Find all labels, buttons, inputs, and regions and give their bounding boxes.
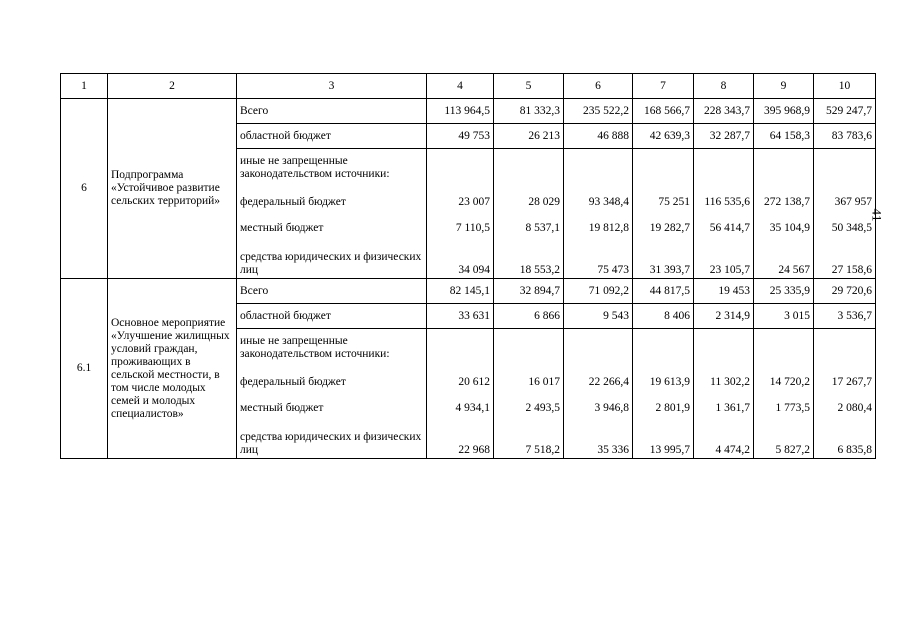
value-cell: 34 094 [458, 264, 490, 276]
value-cell: 16 017 [528, 375, 560, 388]
spacer [430, 329, 490, 369]
value-cell: 18 553,2 [519, 264, 560, 276]
value-cell: 26 213 [494, 124, 564, 149]
value-cell: 235 522,2 [564, 99, 633, 124]
source-label: Всего [237, 279, 427, 304]
value-cell: 17 267,7 [831, 375, 872, 388]
spacer [567, 329, 629, 369]
other-sources-cell [237, 329, 427, 459]
value-cell: 64 158,3 [754, 124, 814, 149]
source-label: средства юридических и физических лиц [240, 431, 422, 456]
value-cell: 395 968,9 [754, 99, 814, 124]
header-cell: 8 [694, 74, 754, 99]
header-cell: 6 [564, 74, 633, 99]
value-cell: 56 414,7 [709, 221, 750, 234]
value-cell: 19 453 [694, 279, 754, 304]
value-cell: 42 639,3 [633, 124, 694, 149]
value-stack-cell [754, 329, 814, 459]
page-number: 41 [869, 208, 885, 222]
spacer [636, 149, 690, 189]
spacer [817, 329, 872, 369]
value-cell: 367 957 [834, 195, 872, 208]
header-cell: 10 [814, 74, 876, 99]
value-cell: 75 473 [597, 264, 629, 276]
value-cell: 11 302,2 [710, 375, 750, 388]
value-cell: 31 393,7 [649, 264, 690, 276]
source-label: средства юридических и физических лиц [240, 251, 422, 276]
source-label: Всего [237, 99, 427, 124]
value-stack-cell [494, 329, 564, 459]
value-cell: 8 406 [633, 304, 694, 329]
value-cell: 4 474,2 [715, 444, 750, 456]
source-label: местный бюджет [240, 401, 324, 414]
value-cell: 1 773,5 [775, 401, 810, 414]
value-cell: 2 080,4 [837, 401, 872, 414]
value-cell: 49 753 [427, 124, 494, 149]
source-label: федеральный бюджет [240, 195, 346, 208]
value-cell: 228 343,7 [694, 99, 754, 124]
value-stack-cell [814, 149, 876, 279]
value-cell: 19 282,7 [649, 221, 690, 234]
value-cell: 19 613,9 [649, 375, 690, 388]
value-cell: 2 493,5 [525, 401, 560, 414]
value-stack-cell [564, 149, 633, 279]
budget-row [61, 99, 876, 124]
value-stack-cell [814, 329, 876, 459]
value-cell: 13 995,7 [649, 444, 690, 456]
value-cell: 32 894,7 [494, 279, 564, 304]
spacer [817, 149, 872, 189]
value-cell: 35 104,9 [769, 221, 810, 234]
value-stack-cell [694, 329, 754, 459]
value-stack-cell [494, 149, 564, 279]
value-cell: 32 287,7 [694, 124, 754, 149]
value-cell: 14 720,2 [769, 375, 810, 388]
value-cell: 23 007 [458, 195, 490, 208]
value-cell: 93 348,4 [588, 195, 629, 208]
section-name: Основное мероприятие «Улучшение жилищных условий граждан, проживающих в сельской местности, в том числе молодых семей и молодых специалистов» [108, 279, 237, 459]
value-cell: 272 138,7 [764, 195, 810, 208]
value-cell: 22 968 [458, 444, 490, 456]
header-cell: 5 [494, 74, 564, 99]
value-cell: 5 827,2 [775, 444, 810, 456]
value-cell: 3 015 [754, 304, 814, 329]
value-stack-cell [564, 329, 633, 459]
value-cell: 2 801,9 [655, 401, 690, 414]
value-cell: 75 251 [658, 195, 690, 208]
value-stack-cell [694, 149, 754, 279]
value-cell: 29 720,6 [814, 279, 876, 304]
value-cell: 168 566,7 [633, 99, 694, 124]
value-cell: 82 145,1 [427, 279, 494, 304]
value-cell: 116 535,6 [704, 195, 750, 208]
value-cell: 81 332,3 [494, 99, 564, 124]
value-cell: 28 029 [528, 195, 560, 208]
value-cell: 20 612 [458, 375, 490, 388]
spacer [636, 329, 690, 369]
spacer [757, 149, 810, 189]
value-cell: 7 518,2 [525, 444, 560, 456]
value-cell: 6 866 [494, 304, 564, 329]
value-cell: 25 335,9 [754, 279, 814, 304]
budget-table [60, 73, 876, 459]
other-sources-label: иные не запрещенные законодательством источники: [240, 335, 390, 360]
header-cell: 4 [427, 74, 494, 99]
spacer [757, 329, 810, 369]
section-name: Подпрограмма «Устойчивое развитие сельских территорий» [108, 99, 237, 279]
source-label: федеральный бюджет [240, 375, 346, 388]
value-cell: 35 336 [597, 444, 629, 456]
header-cell: 9 [754, 74, 814, 99]
value-cell: 4 934,1 [455, 401, 490, 414]
value-cell: 3 536,7 [814, 304, 876, 329]
budget-row [61, 279, 876, 304]
header-cell: 7 [633, 74, 694, 99]
value-cell: 23 105,7 [709, 264, 750, 276]
value-cell: 7 110,5 [455, 221, 490, 234]
header-cell: 2 [108, 74, 237, 99]
value-cell: 19 812,8 [588, 221, 629, 234]
header-cell: 3 [237, 74, 427, 99]
section-code: 6.1 [61, 279, 108, 459]
value-cell: 3 946,8 [594, 401, 629, 414]
source-label: местный бюджет [240, 221, 324, 234]
value-cell: 22 266,4 [588, 375, 629, 388]
spacer [497, 149, 560, 189]
value-cell: 33 631 [427, 304, 494, 329]
source-label: областной бюджет [237, 124, 427, 149]
value-cell: 529 247,7 [814, 99, 876, 124]
value-stack-cell [427, 149, 494, 279]
value-cell: 6 835,8 [837, 444, 872, 456]
value-cell: 1 361,7 [715, 401, 750, 414]
value-stack-cell [633, 329, 694, 459]
spacer [497, 329, 560, 369]
value-cell: 24 567 [778, 264, 810, 276]
value-cell: 83 783,6 [814, 124, 876, 149]
other-sources-cell [237, 149, 427, 279]
value-cell: 71 092,2 [564, 279, 633, 304]
spacer [430, 149, 490, 189]
other-sources-label: иные не запрещенные законодательством источники: [240, 155, 390, 180]
header-cell: 1 [61, 74, 108, 99]
value-cell: 113 964,5 [427, 99, 494, 124]
spacer [697, 329, 750, 369]
value-stack-cell [427, 329, 494, 459]
source-label: областной бюджет [237, 304, 427, 329]
value-cell: 8 537,1 [525, 221, 560, 234]
value-cell: 9 543 [564, 304, 633, 329]
value-cell: 44 817,5 [633, 279, 694, 304]
value-cell: 46 888 [564, 124, 633, 149]
value-cell: 50 348,5 [831, 221, 872, 234]
section-code: 6 [61, 99, 108, 279]
spacer [697, 149, 750, 189]
value-cell: 27 158,6 [831, 264, 872, 276]
spacer [567, 149, 629, 189]
value-stack-cell [633, 149, 694, 279]
header-row [61, 74, 876, 99]
value-cell: 2 314,9 [694, 304, 754, 329]
value-stack-cell [754, 149, 814, 279]
